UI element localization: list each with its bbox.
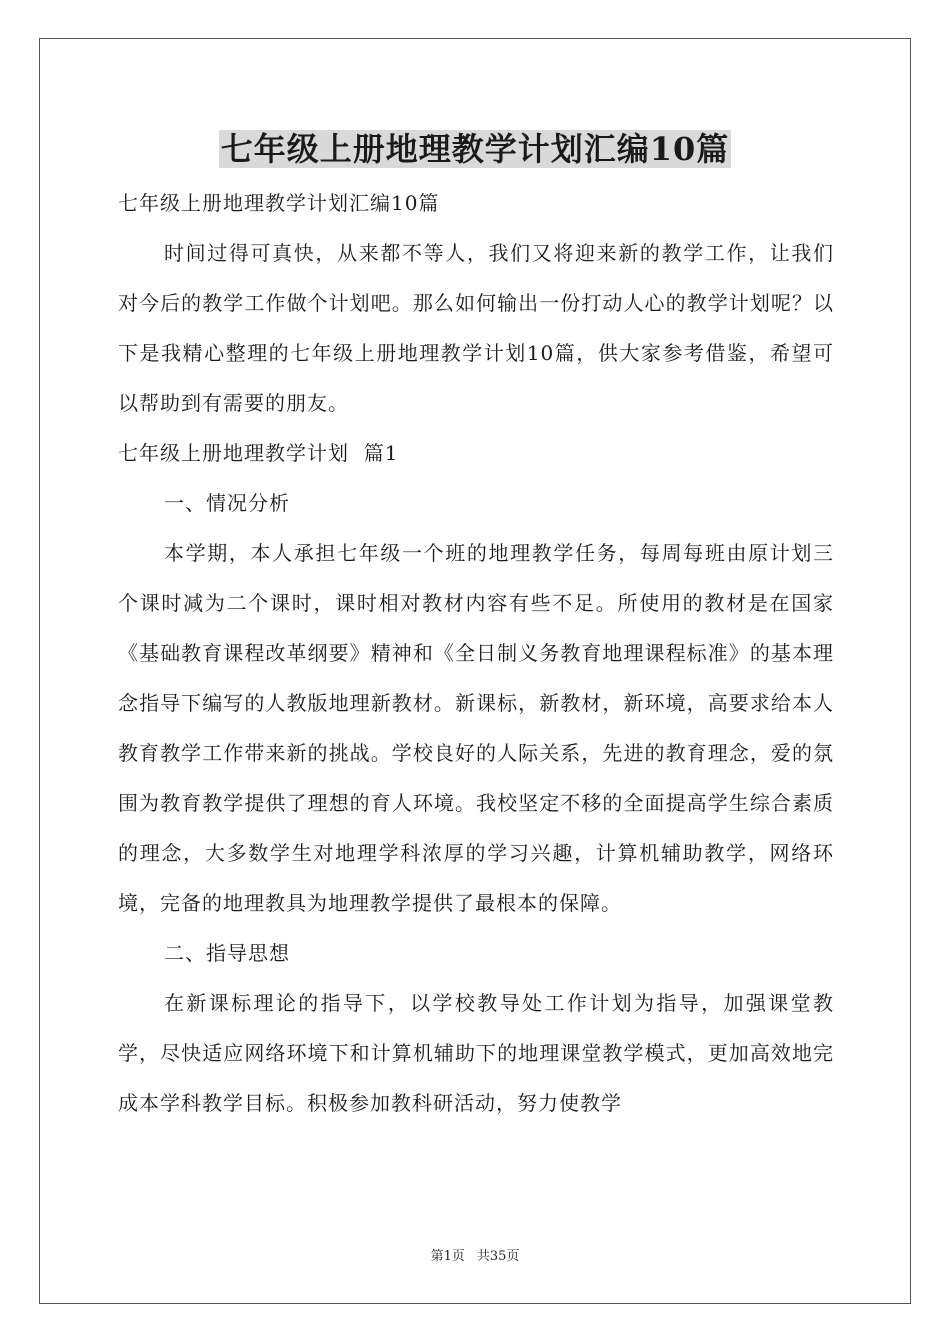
document-body — [118, 178, 834, 1128]
section-title: 七年级上册地理教学计划 篇1 — [118, 441, 399, 465]
heading-situation-analysis: 一、情况分析 — [164, 491, 290, 515]
page-number: 第1页 — [430, 1249, 465, 1264]
guiding-ideology-paragraph: 在新课标理论的指导下，以学校教导处工作计划为指导，加强课堂教学，尽快适应网络环境下和计算机辅助下的地理课堂教学模式，更加高效地完成本学科教学目标。积极参加教科研活动，努力使教学 — [118, 991, 834, 1115]
situation-analysis-paragraph: 本学期，本人承担七年级一个班的地理教学任务，每周每班由原计划三个课时减为二个课时，课时相对教材内容有些不足。所使用的教材是在国家《基础教育课程改革纲要》精神和《全日制义务教育地理课程标准》的基本理念指导下编写的人教版地理新教材。新课标，新教材，新环境，高要求给本人教育教学工作带来新的挑战。学校良好的人际关系，先进的教育理念，爱的氛围为教育教学提供了理想的育人环境。我校坚定不移的全面提高学生综合素质的理念，大多数学生对地理学科浓厚的学习兴趣，计算机辅助教学，网络环境，完备的地理教具为地理教学提供了最根本的保障。 — [118, 541, 834, 915]
document-title — [0, 126, 950, 172]
intro-paragraph: 时间过得可真快，从来都不等人，我们又将迎来新的教学工作，让我们对今后的教学工作做个计划吧。那么如何输出一份打动人心的教学计划呢？以下是我精心整理的七年级上册地理教学计划10篇，供大家参考借鉴，希望可以帮助到有需要的朋友。 — [118, 241, 834, 415]
total-pages: 共35页 — [476, 1249, 520, 1264]
document-subtitle: 七年级上册地理教学计划汇编10篇 — [118, 191, 440, 215]
page-footer — [0, 1247, 950, 1267]
document-title-text: 七年级上册地理教学计划汇编10篇 — [220, 130, 730, 168]
heading-guiding-ideology: 二、指导思想 — [164, 941, 290, 965]
